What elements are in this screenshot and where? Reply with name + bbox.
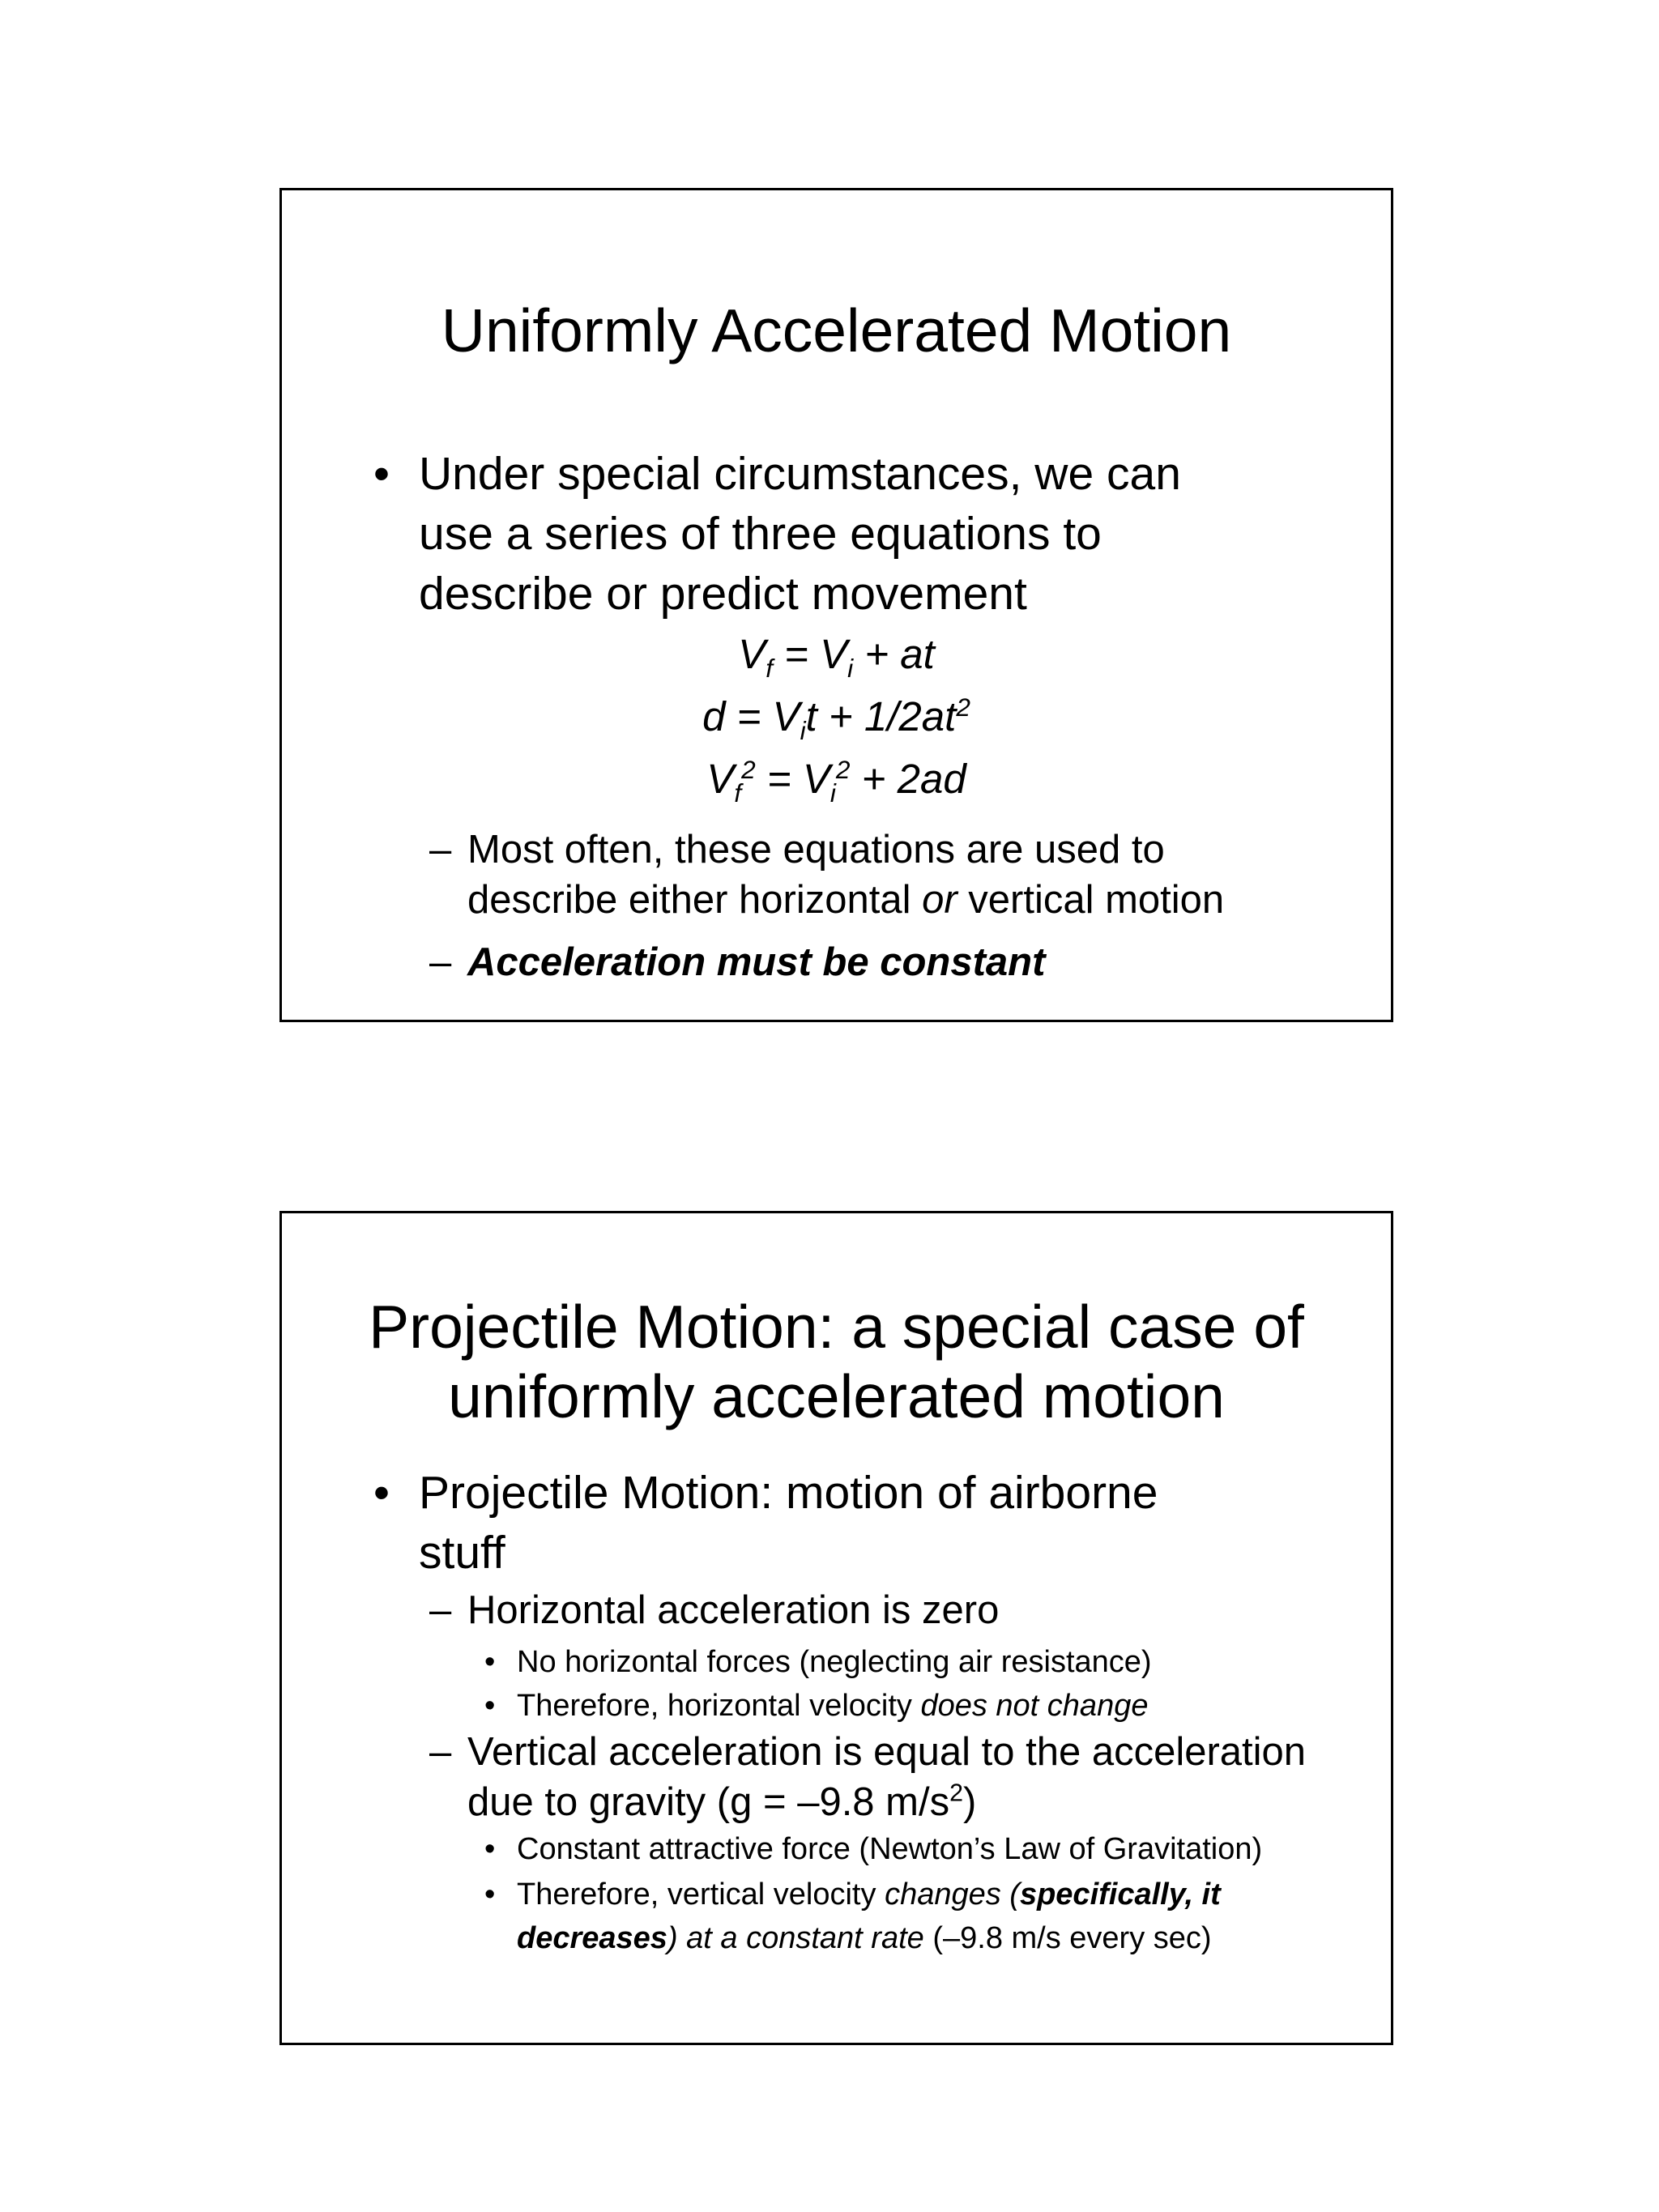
slide-title-line-2: uniformly accelerated motion xyxy=(448,1362,1225,1430)
vertical-item-2-line-1: Therefore, vertical velocity changes (specifically, it xyxy=(517,1877,1221,1912)
slide-uniformly-accelerated-motion xyxy=(279,188,1393,1022)
horizontal-acceleration-heading: Horizontal acceleration is zero xyxy=(467,1588,1000,1632)
slide-title: Uniformly Accelerated Motion xyxy=(441,296,1232,364)
equation-velocity-squared: $V_f^2 = V_i^2 + 2ad$ xyxy=(706,755,966,808)
equation-final-velocity: $V_f = V_i$ + at xyxy=(738,631,935,684)
vertical-acceleration-line-1: Vertical acceleration is equal to the acceleration xyxy=(467,1730,1307,1774)
dash-marker: – xyxy=(429,1588,452,1632)
main-point-line-2: stuff xyxy=(419,1527,505,1579)
constant-acceleration-note: Acceleration must be constant xyxy=(467,940,1046,984)
dash-marker: – xyxy=(429,1730,452,1774)
equation-displacement: $d = V_it + 1/2at^2$ xyxy=(702,693,970,746)
vertical-acceleration-line-2: due to gravity (g = –9.8 $m/s^2$) xyxy=(467,1779,977,1824)
dash-marker: – xyxy=(429,828,452,872)
main-point-line-3: describe or predict movement xyxy=(419,568,1027,620)
horizontal-item-2: Therefore, horizontal velocity does not change xyxy=(517,1689,1149,1723)
bullet-marker: • xyxy=(484,1689,496,1723)
vertical-item-1: Constant attractive force (Newton’s Law of Gravitation) xyxy=(517,1832,1263,1866)
main-point-line-1: Projectile Motion: motion of airborne xyxy=(419,1467,1158,1519)
sub-point-line-2: describe either horizontal or vertical motion xyxy=(467,878,1225,922)
horizontal-item-1: No horizontal forces (neglecting air resistance) xyxy=(517,1645,1152,1679)
vertical-item-2-line-2: decreases) at a constant rate (–9.8 m/s every sec) xyxy=(517,1921,1212,1955)
slide-title-line-1: Projectile Motion: a special case of xyxy=(369,1293,1304,1361)
bullet-marker: • xyxy=(373,1467,390,1519)
slide-projectile-motion xyxy=(279,1211,1393,2045)
bullet-marker: • xyxy=(484,1832,496,1866)
bullet-marker: • xyxy=(484,1645,496,1679)
dash-marker: – xyxy=(429,940,452,984)
main-point-line-1: Under special circumstances, we can xyxy=(419,448,1181,500)
bullet-marker: • xyxy=(484,1877,496,1912)
main-point-line-2: use a series of three equations to xyxy=(419,508,1102,560)
sub-point-line-1: Most often, these equations are used to xyxy=(467,828,1165,872)
bullet-marker: • xyxy=(373,448,390,500)
